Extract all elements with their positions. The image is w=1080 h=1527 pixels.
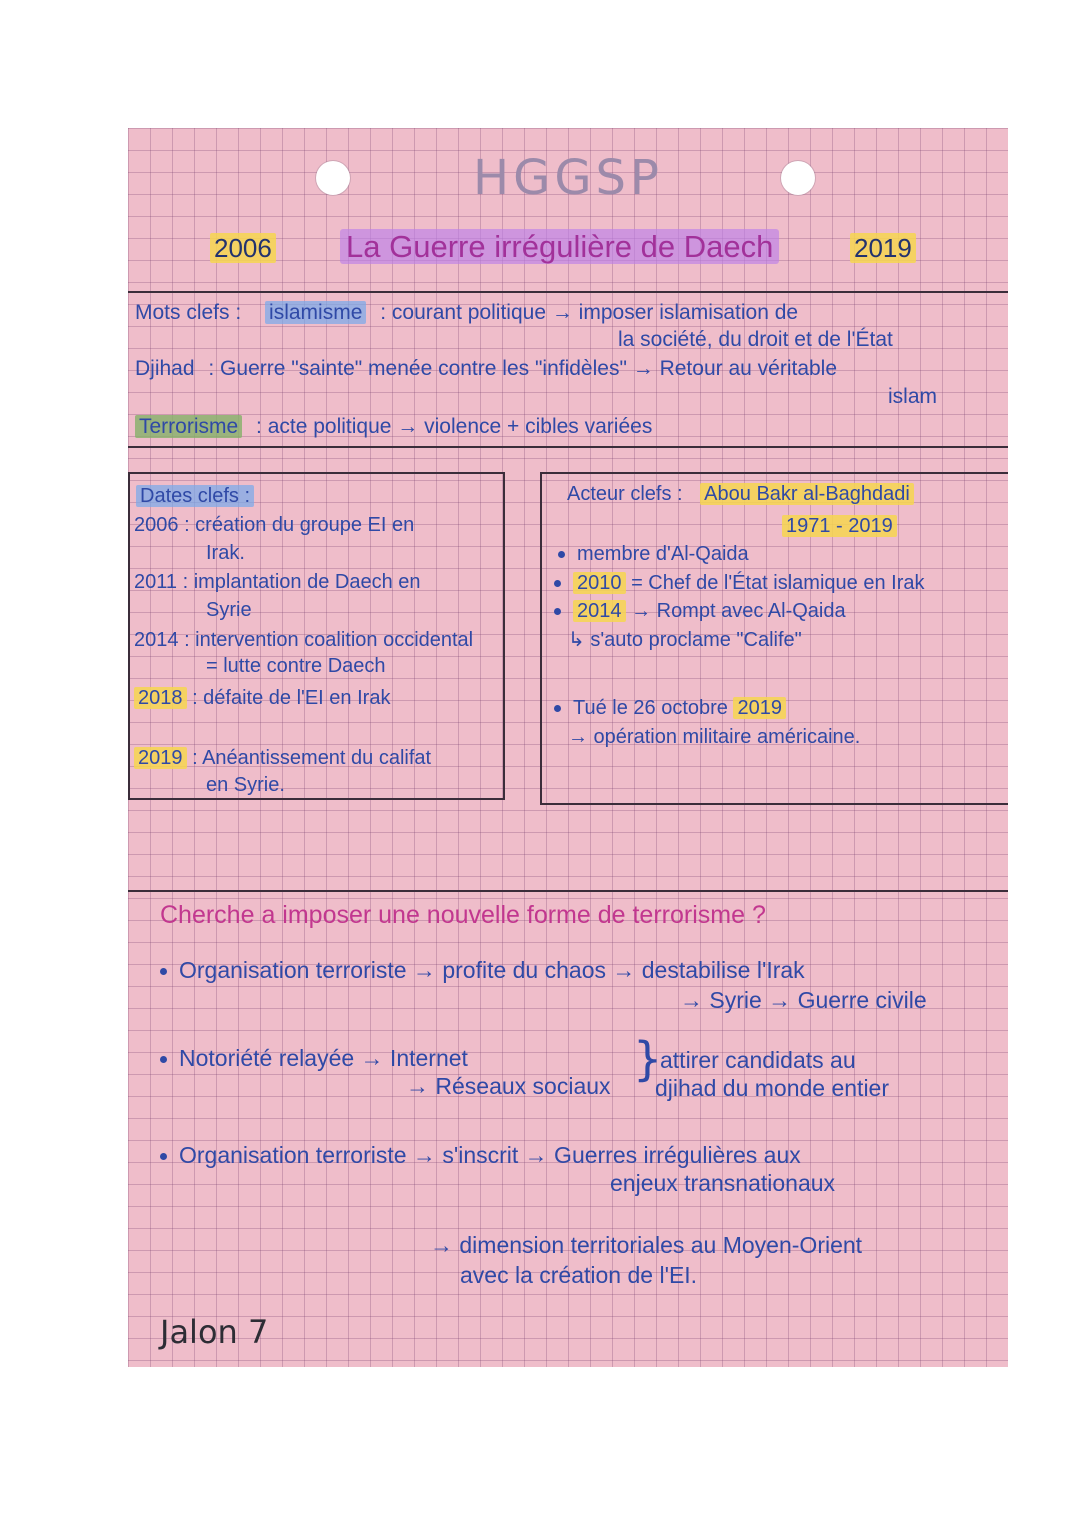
analysis-point: Notoriété relayée → Internet (160, 1044, 468, 1072)
actor-fact: Tué le 26 octobre 2019 (554, 696, 786, 720)
page-title: HGGSP (473, 150, 663, 206)
date-entry (134, 746, 431, 770)
keyword-definition-continued: la société, du droit et de l'État (618, 328, 893, 351)
actor-fact: 2014 → Rompt avec Al-Qaida (554, 599, 846, 623)
bullet-dot (160, 968, 167, 975)
analysis-result: attirer candidats au (660, 1047, 856, 1073)
grouping-brace: } (633, 1032, 663, 1086)
start-year: 2006 (210, 232, 276, 264)
keyword-definition: : courant politique → imposer islamisation de (380, 301, 799, 324)
analysis-point-continued: enjeux transnationaux (610, 1170, 836, 1196)
keyword-definition: : acte politique → violence + cibles variées (256, 415, 653, 438)
grid-paper-sheet (128, 128, 1008, 1367)
date-year: 2014 (134, 629, 179, 651)
analysis-question: Cherche a imposer une nouvelle forme de terrorisme ? (160, 901, 766, 929)
keyword-terrorisme (135, 414, 652, 439)
date-year: 2011 (134, 571, 178, 593)
keywords-divider (128, 446, 1008, 448)
key-actor-lifespan: 1971 - 2019 (782, 514, 897, 538)
date-year: 2018 (134, 687, 187, 709)
date-entry (134, 570, 421, 594)
keyword-term: islamisme (265, 301, 366, 324)
date-event: : défaite de l'EI en Irak (192, 687, 391, 709)
fact-year: 2010 (573, 572, 626, 594)
keyword-term: Djihad (135, 357, 195, 380)
jalon-label: Jalon 7 (160, 1313, 269, 1351)
actor-fact-sub: → opération militaire américaine. (568, 726, 861, 748)
date-event: : création du groupe EI en (184, 514, 415, 536)
analysis-point-continued: → Réseaux sociaux (406, 1073, 611, 1099)
keyword-definition-continued: islam (888, 385, 938, 408)
date-event-continued: = lutte contre Daech (206, 655, 386, 677)
keywords-label: Mots clefs : (135, 301, 242, 324)
bullet-dot (558, 551, 565, 558)
date-year: 2019 (134, 747, 187, 769)
date-event-continued: Syrie (206, 599, 252, 621)
header-divider (128, 291, 1008, 293)
subject-title: La Guerre irrégulière de Daech (340, 228, 779, 266)
date-event: : intervention coalition occidental (184, 629, 474, 651)
date-event: : Anéantissement du califat (192, 747, 432, 769)
actor-fact-sub: ↳ s'auto proclame "Calife" (568, 629, 802, 651)
actor-fact: membre d'Al-Qaida (558, 542, 749, 566)
analysis-point: Organisation terroriste → profite du chaos → destabilise l'Irak (160, 956, 805, 984)
end-year: 2019 (850, 232, 916, 264)
key-actor-box (540, 472, 1008, 805)
analysis-divider (128, 890, 1008, 892)
date-event-continued: Irak. (206, 542, 245, 564)
bullet-dot (160, 1056, 167, 1063)
key-dates-label: Dates clefs : (136, 484, 254, 508)
fact-year: 2019 (733, 697, 786, 719)
date-entry (134, 628, 473, 652)
key-actor-label: Acteur clefs : (567, 483, 683, 505)
actor-fact: 2010 = Chef de l'État islamique en Irak (554, 571, 924, 595)
analysis-result-continued: djihad du monde entier (655, 1075, 889, 1101)
bullet-dot (554, 705, 561, 712)
keyword-definition: : Guerre "sainte" menée contre les "infidèles" → Retour au véritable (208, 357, 838, 380)
date-entry (134, 513, 414, 537)
analysis-point: Organisation terroriste → s'inscrit → Guerres irrégulières aux (160, 1141, 801, 1169)
keyword-term: Terrorisme (135, 415, 242, 438)
keyword-djihad (135, 356, 837, 381)
date-event: : implantation de Daech en (182, 571, 421, 593)
keyword-islamisme (135, 300, 798, 325)
date-year: 2006 (134, 514, 179, 536)
date-entry (134, 686, 390, 710)
bullet-dot (160, 1153, 167, 1160)
analysis-point-continued: → Syrie → Guerre civile (680, 987, 927, 1013)
bullet-dot (554, 580, 561, 587)
key-actor-name: Abou Bakr al-Baghdadi (700, 483, 914, 505)
analysis-point-continued: avec la création de l'EI. (460, 1262, 698, 1288)
key-actor-heading (567, 482, 914, 506)
fact-year: 2014 (573, 600, 626, 622)
key-dates-box (128, 472, 505, 800)
date-event-continued: en Syrie. (206, 774, 285, 796)
bullet-dot (554, 608, 561, 615)
analysis-point-continued: → dimension territoriales au Moyen-Orient (430, 1232, 863, 1258)
